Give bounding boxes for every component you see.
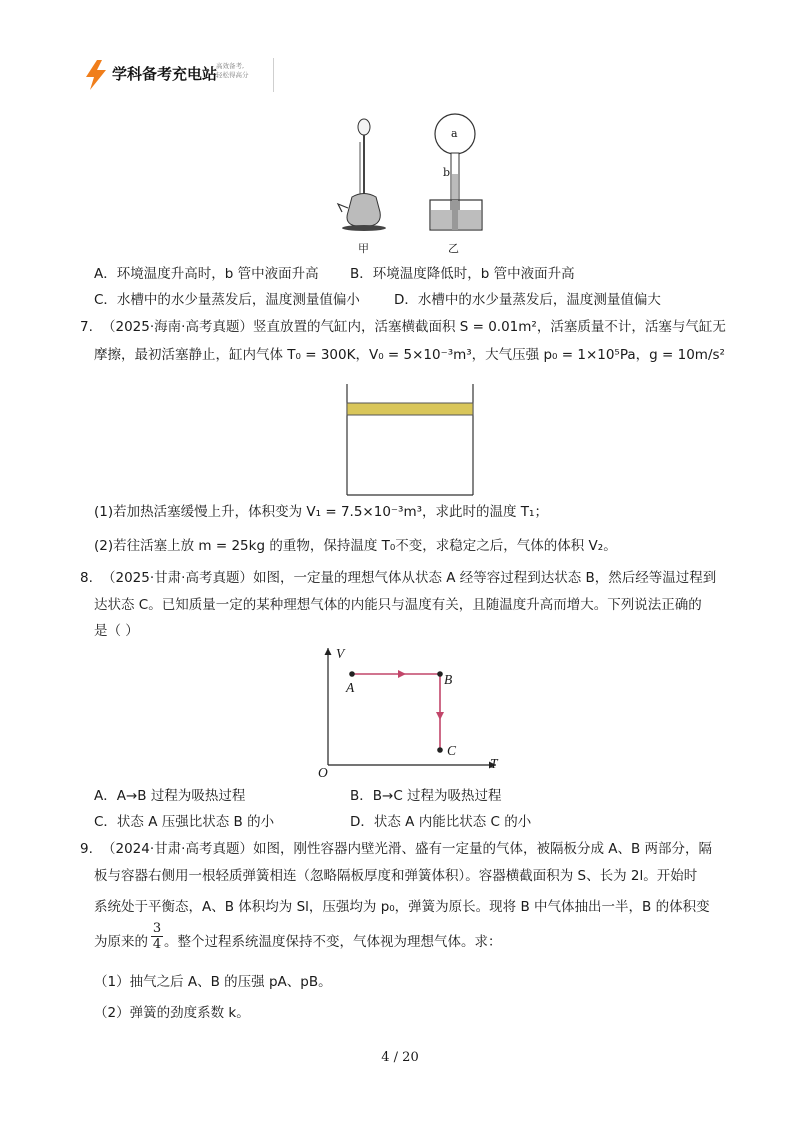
q8-axis-t-label: T <box>490 756 498 771</box>
q7-cylinder-figure <box>346 384 476 496</box>
q9-fraction <box>151 921 163 952</box>
q9-subquestion-1: （1）抽气之后 A、B 的压强 pA、pB。 <box>94 974 332 990</box>
q8-option-c: C．状态 A 压强比状态 B 的小 <box>94 814 275 830</box>
q9-fraction-numerator: 3 <box>152 921 162 936</box>
q8-stem-line1: （2025·甘肃·高考真题）如图，一定量的理想气体从状态 A 经等容过程到达状态 B，然后经等温过程到 <box>102 570 717 586</box>
q6-fig-label-b: b <box>443 166 451 179</box>
q6-option-a: A．环境温度升高时，b 管中液面升高 <box>94 266 319 282</box>
q6-caption-right: 乙 <box>448 242 459 255</box>
q9-stem-line4-end: 。整个过程系统温度保持不变，气体视为理想气体。求： <box>164 934 502 950</box>
q9-stem-line1: （2024·甘肃·高考真题）如图，刚性容器内壁光滑、盛有一定量的气体，被隔板分成 A、B 两部分，隔 <box>102 841 713 857</box>
q9-number: 9. <box>80 841 93 857</box>
logo-subtitle: 高效备考, 轻松得高分 <box>216 62 249 79</box>
q9-fraction-denominator: 4 <box>152 937 162 952</box>
q8-stem-line2: 达状态 C。已知质量一定的某种理想气体的内能只与温度有关，且随温度升高而增大。下列说法正确的 <box>94 597 702 613</box>
q7-subquestion-1: (1)若加热活塞缓慢上升，体积变为 V₁ = 7.5×10⁻³m³，求此时的温度 T₁； <box>94 504 548 520</box>
q7-number: 7. <box>80 319 93 335</box>
q8-vt-graph <box>316 640 506 780</box>
q9-stem-line3: 系统处于平衡态，A、B 体积均为 Sl，压强均为 p₀，弹簧为原长。现将 B 中气体抽出一半，B 的体积变 <box>94 899 710 915</box>
q8-origin-label: O <box>318 765 328 780</box>
q8-point-c-label: C <box>447 743 457 758</box>
page-number: 4 / 20 <box>381 1050 419 1065</box>
logo-title: 学科备考充电站 <box>112 65 218 83</box>
q6-option-d: D．水槽中的水少量蒸发后，温度测量值偏大 <box>394 292 661 308</box>
q8-option-a: A．A→B 过程为吸热过程 <box>94 788 246 804</box>
q9-stem-line4-start: 为原来的 <box>94 934 148 950</box>
q6-caption-left: 甲 <box>358 242 369 255</box>
lightning-icon <box>84 60 108 90</box>
q8-stem-line3: 是（ ） <box>94 623 139 639</box>
q7-subquestion-2: (2)若往活塞上放 m = 25kg 的重物，保持温度 T₀不变，求稳定之后，气体的体积 V₂。 <box>94 538 617 554</box>
q7-stem-line2: 摩擦，最初活塞静止，缸内气体 T₀ = 300K，V₀ = 5×10⁻³m³，大气压强 p₀ = 1×10⁵Pa，g = 10m/s² <box>94 347 725 363</box>
q9-stem-line2: 板与容器右侧用一根轻质弹簧相连（忽略隔板厚度和弹簧体积）。容器横截面积为 S、长为 2l。开始时 <box>94 868 698 884</box>
q6-fig-label-a: a <box>451 127 458 140</box>
q7-stem-line1: （2025·海南·高考真题）竖直放置的气缸内，活塞横截面积 S = 0.01m²，活塞质量不计，活塞与气缸无 <box>102 319 726 335</box>
q8-option-b: B．B→C 过程为吸热过程 <box>350 788 502 804</box>
header-logo <box>78 56 274 94</box>
q8-point-b-label: B <box>444 672 453 687</box>
q6-option-b: B．环境温度降低时，b 管中液面升高 <box>350 266 575 282</box>
q6-option-c: C．水槽中的水少量蒸发后，温度测量值偏小 <box>94 292 360 308</box>
q8-option-d: D．状态 A 内能比状态 C 的小 <box>350 814 532 830</box>
logo-divider <box>273 58 274 92</box>
q9-subquestion-2: （2）弹簧的劲度系数 k。 <box>94 1005 250 1021</box>
q8-number: 8. <box>80 570 93 586</box>
q6-figure <box>330 112 510 258</box>
q8-point-a-label: A <box>346 680 355 695</box>
q8-axis-v-label: V <box>336 646 345 661</box>
